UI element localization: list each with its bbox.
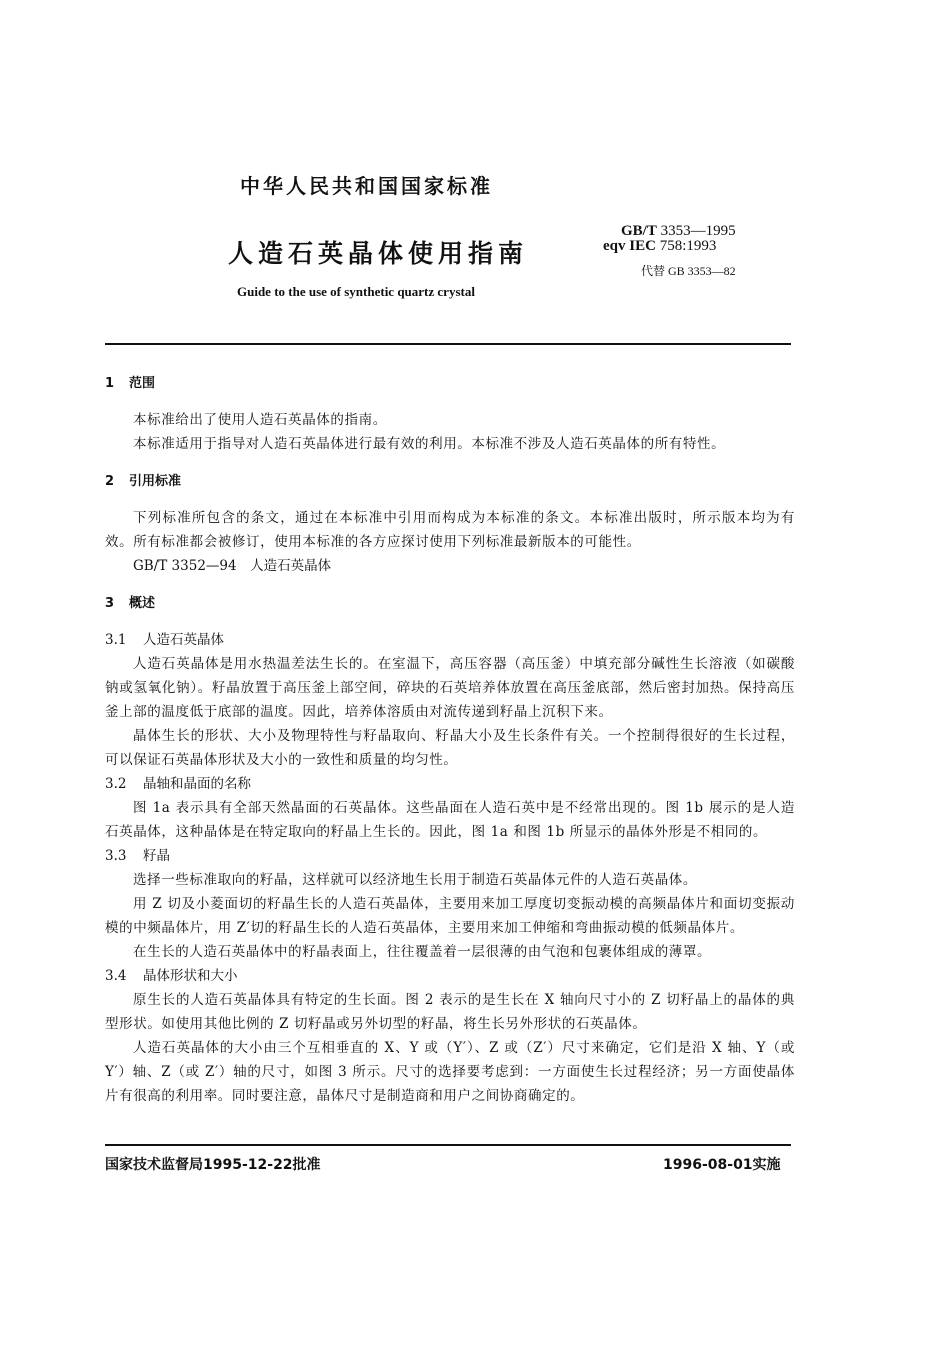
section-number: 1 — [105, 376, 115, 391]
standard-code-number: 3353—1995 — [660, 223, 736, 239]
section-1-heading — [105, 372, 795, 396]
document-title-en: Guide to the use of synthetic quartz crystal — [237, 284, 475, 299]
section-2-heading — [105, 470, 795, 494]
section-title: 引用标准 — [129, 474, 182, 489]
paragraph: 本标准给出了使用人造石英晶体的指南。 — [133, 412, 387, 428]
equivalent-standard — [603, 238, 716, 255]
subsection-3-3-heading — [105, 844, 795, 868]
subsection-title: 籽晶 — [143, 848, 170, 864]
subsection-3-4-heading — [105, 964, 795, 988]
paragraph: 人造石英晶体是用水热温差法生长的。在室温下，高压容器（高压釜）中填充部分碱性生长溶液（如碳酸钠或氢氧化钠）。籽晶放置于高压釜上部空间，碎块的石英培养体放置在高压釜底部，然后密封加热。保持高压釜上部的温度低于底部的温度。因此，培养体溶质由对流传递到籽晶上沉积下来。 — [105, 656, 795, 720]
reference-entry: GB/T 3352—94 人造石英晶体 — [133, 558, 332, 574]
standard-org-heading: 中华人民共和国国家标准 — [240, 174, 493, 198]
paragraph: 选择一些标准取向的籽晶，这样就可以经济地生长用于制造石英晶体元件的人造石英晶体。 — [133, 872, 697, 888]
approval-date: 国家技术监督局1995-12-22批准 — [105, 1157, 321, 1173]
paragraph: 原生长的人造石英晶体具有特定的生长面。图 2 表示的是生长在 X 轴向尺寸小的 Z 切籽晶上的晶体的典型形状。如使用其他比例的 Z 切籽晶或另外切型的籽晶，将生长另外形状的石英晶体。 — [105, 992, 795, 1032]
section-title: 范围 — [129, 376, 156, 391]
subsection-number: 3.3 — [105, 848, 127, 864]
section-3-heading — [105, 592, 795, 616]
paragraph: 图 1a 表示具有全部天然晶面的石英晶体。这些晶面在人造石英中是不经常出现的。图 1b 展示的是人造石英晶体，这种晶体是在特定取向的籽晶上生长的。因此，图 1a 和图 1b 所显示的晶体外形是不相同的。 — [105, 800, 795, 840]
paragraph: 本标准适用于指导对人造石英晶体进行最有效的利用。本标准不涉及人造石英晶体的所有特性。 — [133, 436, 726, 452]
document-body — [105, 372, 795, 1108]
effective-date: 1996-08-01实施 — [663, 1157, 781, 1173]
paragraph: 人造石英晶体的大小由三个互相垂直的 X、Y 或（Y′）、Z 或（Z′）尺寸来确定，它们是沿 X 轴、Y（或 Y′）轴、Z（或 Z′）轴的尺寸，如图 3 所示。尺寸的选择要考虑到：一方面使生长过程经济；另一方面使晶体片有很高的利用率。同时要注意，晶体尺寸是制造商和用户之间协商确定的。 — [105, 1040, 795, 1104]
footer-divider — [105, 1144, 791, 1146]
subsection-number: 3.1 — [105, 632, 127, 648]
paragraph: 在生长的人造石英晶体中的籽晶表面上，往往覆盖着一层很薄的由气泡和包裹体组成的薄罩。 — [133, 944, 712, 960]
equivalent-number: 758:1993 — [659, 238, 717, 254]
equivalent-prefix: eqv IEC — [603, 238, 656, 254]
subsection-number: 3.2 — [105, 776, 127, 792]
subsection-title: 人造石英晶体 — [143, 632, 224, 648]
standard-code-prefix: GB/T — [621, 223, 657, 239]
header-divider — [105, 343, 791, 345]
subsection-3-1-heading — [105, 628, 795, 652]
subsection-title: 晶轴和晶面的名称 — [143, 776, 251, 792]
section-number: 2 — [105, 474, 115, 489]
subsection-title: 晶体形状和大小 — [143, 968, 238, 984]
paragraph: 用 Z 切及小菱面切的籽晶生长的人造石英晶体，主要用来加工厚度切变振动模的高频晶体片和面切变振动模的中频晶体片，用 Z′切的籽晶生长的人造石英晶体，主要用来加工伸缩和弯曲振动模的低频晶体片。 — [105, 896, 795, 936]
section-title: 概述 — [129, 596, 156, 611]
replaces-standard: 代替 GB 3353—82 — [641, 264, 736, 278]
document-title-cn: 人造石英晶体使用指南 — [228, 239, 529, 268]
paragraph: 晶体生长的形状、大小及物理特性与籽晶取向、籽晶大小及生长条件有关。一个控制得很好的生长过程，可以保证石英晶体形状及大小的一致性和质量的均匀性。 — [105, 728, 795, 768]
subsection-number: 3.4 — [105, 968, 127, 984]
subsection-3-2-heading — [105, 772, 795, 796]
section-number: 3 — [105, 596, 115, 611]
paragraph: 下列标准所包含的条文，通过在本标准中引用而构成为本标准的条文。本标准出版时，所示版本均为有效。所有标准都会被修订，使用本标准的各方应探讨使用下列标准最新版本的可能性。 — [105, 510, 795, 550]
